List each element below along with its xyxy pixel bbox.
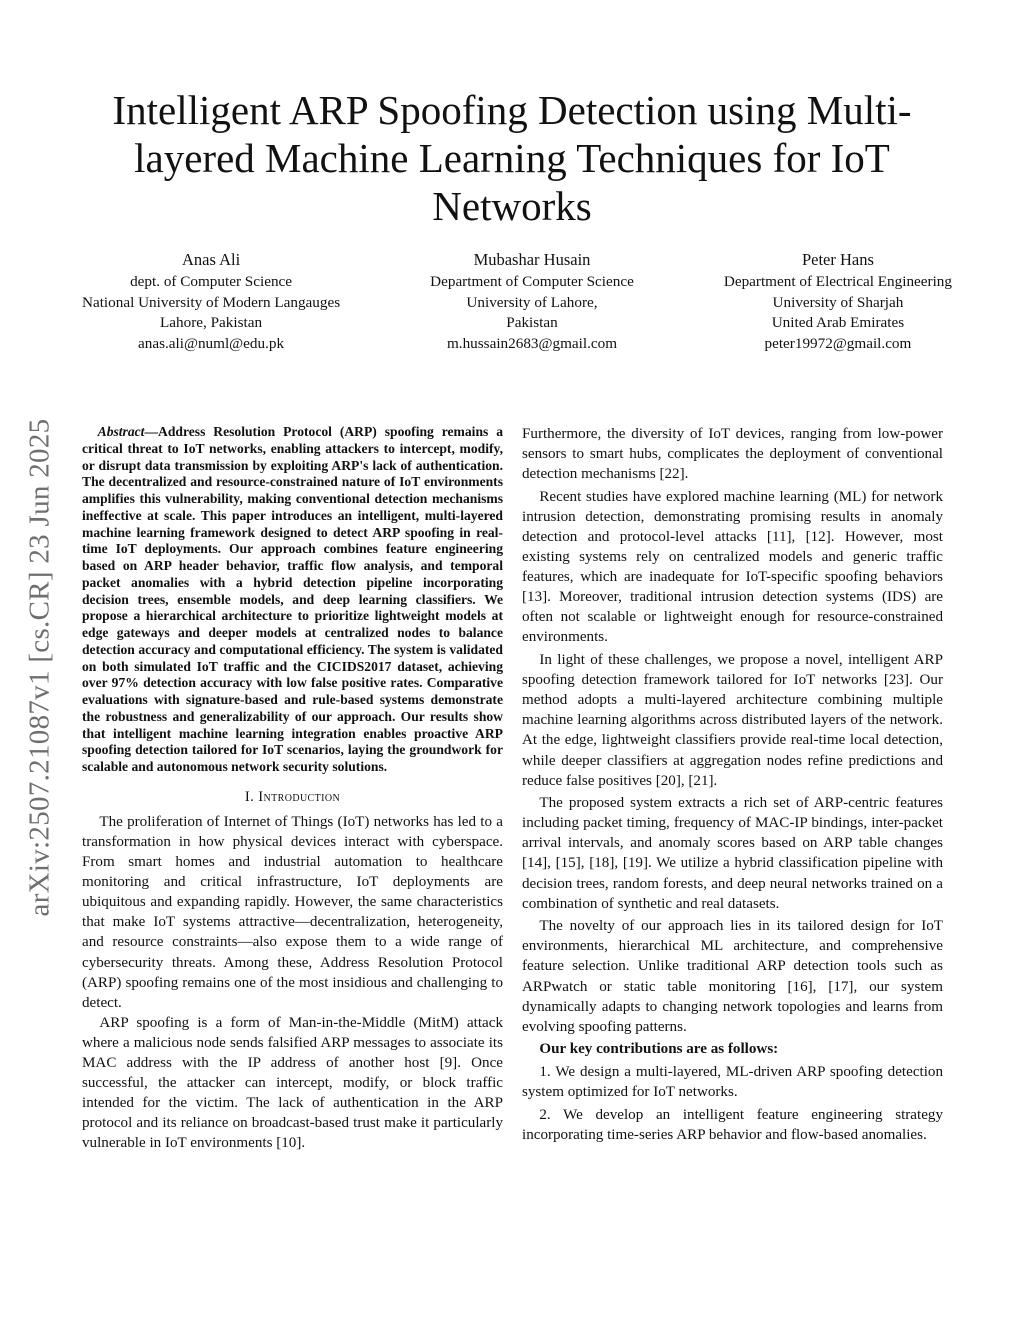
author-department: dept. of Computer Science [130,273,293,290]
author-2 [430,248,634,354]
body-paragraph: The proposed system extracts a rich set of ARP-centric features including packet timing, frequency of MAC-IP bindings, inter-packet arrival intervals, and anomaly scores based on ARP table changes [14], [15], [18], [19]. We utilize a hybrid classification pipeline with decision trees, random forests, and deep neural networks trained on a combination of synthetic and real datasets. [522,795,943,912]
body-paragraph: In light of these challenges, we propose a novel, intelligent ARP spoofing detection framework tailored for IoT networks [23]. Our method adopts a multi-layered architecture combining multiple machine learning algorithms across distributed layers of the network. At the edge, lightweight classifiers provide real-time local detection, while deeper classifiers at aggregation nodes refine predictions and reduce false positives [20], [21]. [522,652,943,789]
author-location: Lahore, Pakistan [160,314,263,332]
author-institution: National University of Modern Langauges [82,293,341,311]
paper-title: Intelligent ARP Spoofing Detection using Multi-layered Machine Learning Techniques for IoT Networks [112,87,912,229]
author-department: Department of Electrical Engineering [723,273,952,290]
section-number: I. [244,788,259,805]
contribution-item: 1. We design a multi-layered, ML-driven ARP spoofing detection system optimized for IoT networks. [522,1063,943,1100]
author-department: Department of Computer Science [430,273,634,290]
author-3 [724,248,952,354]
section-heading-introduction [82,787,503,807]
body-paragraph: Recent studies have explored machine learning (ML) for network intrusion detection, demonstrating promising results in anomaly detection and protocol-level attacks [11], [12]. However, most existing systems rely on centralized models and generic traffic features, which are inadequate for IoT-specific spoofing behaviors [13]. Moreover, traditional intrusion detection systems (IDS) are often not scalable or lightweight enough for resource-constrained environments. [522,488,943,646]
author-email: peter19972@gmail.com [764,334,912,352]
author-name: Mubashar Husain [473,250,591,269]
abstract-text: —Address Resolution Protocol (ARP) spoofing remains a critical threat to IoT networks, enabling attackers to intercept, modify, or disrupt data transmission by exploiting ARP's lack of authentication. The decentralized and resource-constrained nature of IoT environments amplifies this vulnerability, making conventional detection mechanisms ineffective at scale. This paper introduces an intelligent, multi-layered machine learning framework designed to detect ARP spoofing in real-time IoT deployments. Our approach combines feature engineering based on ARP header behavior, traffic flow analysis, and temporal packet anomalies with a hybrid detection pipeline incorporating decision trees, ensemble models, and deep learning classifiers. We propose a hierarchical architecture to prioritize lightweight models at edge gateways and deeper models at centralized nodes to balance detection accuracy and computational efficiency. The system is validated on both simulated IoT traffic and the CICIDS2017 dataset, achieving over 97% detection accuracy with low false positive rates. Comparative evaluations with signature-based and rule-based systems demonstrate the robustness and generalizability of our approach. Our results show that intelligent machine learning integration enables proactive ARP spoofing detection tailored for IoT scenarios, laying the groundwork for scalable and autonomous network security solutions. [82,424,503,774]
arxiv-identifier-stamp [14,375,66,960]
arxiv-identifier-text: arXiv:2507.21087v1 [cs.CR] 23 Jun 2025 [23,418,56,917]
author-institution: University of Sharjah [772,293,904,311]
contribution-item: 2. We develop an intelligent feature engineering strategy incorporating time-series ARP behavior and flow-based anomalies. [522,1106,943,1143]
body-paragraph: Furthermore, the diversity of IoT devices, ranging from low-power sensors to smart hubs, complicates the deployment of conventional detection mechanisms [22]. [522,426,943,483]
body-paragraph: The novelty of our approach lies in its tailored design for IoT environments, hierarchical ML architecture, and comprehensive feature selection. Unlike traditional ARP detection tools such as ARPwatch or static table monitoring [16], [17], our system dynamically adapts to changing network topologies and learns from evolving spoofing patterns. [522,918,943,1035]
author-email: anas.ali@numl@edu.pk [138,334,285,352]
author-name: Peter Hans [801,250,874,269]
author-name: Anas Ali [181,250,241,269]
left-column [82,424,503,1153]
section-title: Introduction [258,788,341,805]
body-paragraph: The proliferation of Internet of Things (IoT) networks has led to a transformation in how physical devices interact with cyberspace. From smart homes and industrial automation to healthcare monitoring and critical infrastructure, IoT deployments are ubiquitous and expanding rapidly. However, the same characteristics that make IoT systems attractive—decentralization, heterogeneity, and resource constraints—also expose them to a wide range of cybersecurity threats. Among these, Address Resolution Protocol (ARP) spoofing remains one of the most insidious and challenging to detect. [82,813,503,1011]
author-1 [82,248,340,354]
author-institution: University of Lahore, [466,293,598,311]
abstract [82,424,503,776]
author-location: United Arab Emirates [771,314,905,332]
abstract-label: Abstract [97,424,145,439]
contributions-heading: Our key contributions are as follows: [539,1041,779,1058]
author-block [82,248,952,354]
right-column [522,424,943,1147]
body-paragraph: ARP spoofing is a form of Man-in-the-Middle (MitM) attack where a malicious node sends falsified ARP messages to associate its MAC address with the IP address of another host [9]. Once successful, the attacker can intercept, modify, or block traffic intended for the victim. The lack of authentication in the ARP protocol and its reliance on broadcast-based trust make it particularly vulnerable in IoT environments [10]. [82,1014,503,1152]
author-location: Pakistan [506,314,558,332]
author-email: m.hussain2683@gmail.com [446,334,618,352]
